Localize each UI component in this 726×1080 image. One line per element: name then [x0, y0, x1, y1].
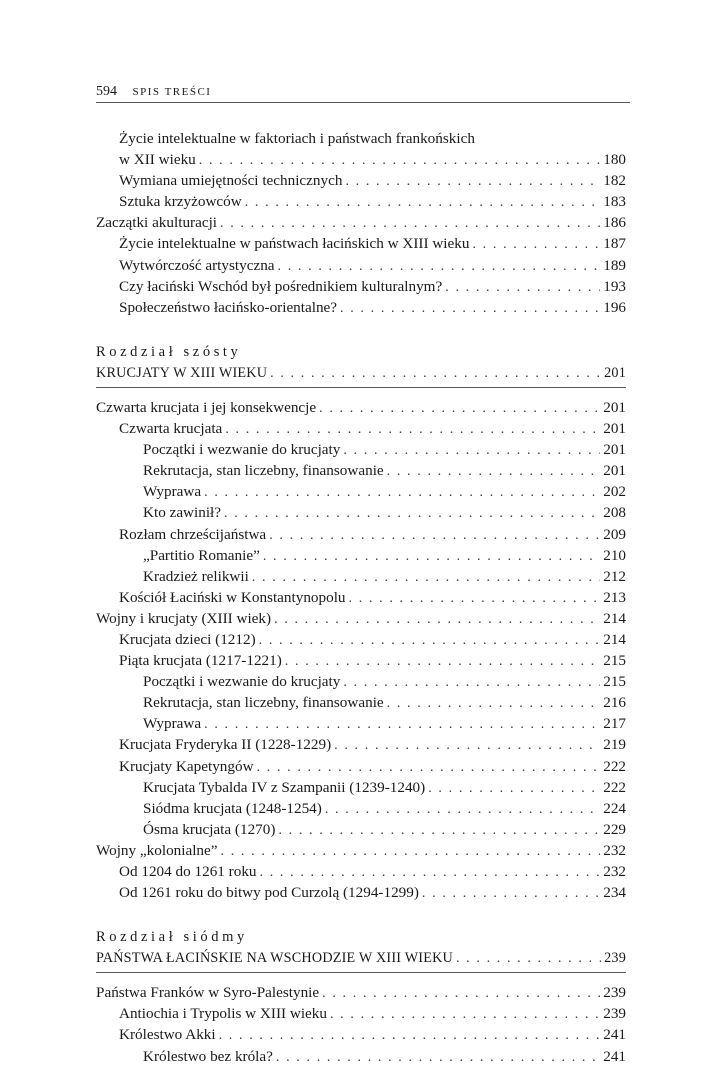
toc-entry — [96, 418, 626, 439]
toc-entry — [96, 629, 626, 650]
toc-entry-page: 183 — [603, 193, 626, 211]
toc-entry-title: Wojny i krucjaty (XIII wiek) — [96, 609, 272, 627]
toc-entry-page: 222 — [603, 778, 626, 796]
toc-entry-title: Siódma krucjata (1248-1254) — [143, 799, 322, 817]
toc-entry-title: Państwa Franków w Syro-Palestynie — [96, 984, 320, 1002]
toc-entry-title: Życie intelektualne w państwach łacińskich w XIII wieku — [119, 235, 470, 253]
leader-dots — [387, 461, 601, 481]
chapter-title: KRUCJATY W XIII WIEKU — [96, 364, 268, 381]
toc-entry-page: 182 — [603, 172, 626, 190]
leader-dots — [278, 820, 600, 840]
toc-entry-title: Wojny „kolonialne” — [96, 841, 218, 859]
toc-entry-page: 215 — [603, 673, 626, 691]
toc-entry — [96, 861, 626, 882]
leader-dots — [472, 234, 600, 254]
toc-entry-title: Antiochia i Trypolis w XIII wieku — [119, 1005, 327, 1023]
leader-dots — [330, 1004, 600, 1024]
page-number: 594 — [96, 84, 117, 99]
table-of-contents — [96, 128, 626, 1067]
leader-dots — [274, 609, 600, 629]
toc-entry-page: 186 — [603, 214, 626, 232]
toc-entry-page: 222 — [603, 757, 626, 775]
toc-entry — [96, 650, 626, 671]
toc-entry — [96, 212, 626, 233]
toc-entry — [96, 524, 626, 545]
leader-dots — [199, 150, 600, 170]
toc-entry — [96, 545, 626, 566]
leader-dots — [257, 757, 601, 777]
toc-entry — [96, 566, 626, 587]
chapter-label: Rozdział siódmy — [96, 929, 248, 946]
toc-entry-page: 232 — [603, 863, 626, 880]
toc-entry — [96, 170, 626, 191]
toc-entry — [96, 587, 626, 608]
toc-entry-page: 202 — [603, 483, 626, 501]
toc-entry — [96, 608, 626, 629]
leader-dots — [322, 983, 600, 1003]
toc-entry — [96, 276, 626, 297]
toc-entry-title: Początki i wezwanie do krucjaty — [143, 673, 341, 691]
toc-entry-page: 214 — [603, 630, 626, 648]
toc-entry-title: Czy łaciński Wschód był pośrednikiem kulturalnym? — [119, 277, 443, 295]
toc-entry-title: Królestwo bez króla? — [143, 1047, 273, 1065]
toc-entry-title: Społeczeństwo łacińsko-orientalne? — [119, 298, 338, 316]
toc-entry-page: 229 — [603, 820, 626, 838]
toc-entry-title: Sztuka krzyżowców — [119, 193, 242, 211]
leader-dots — [260, 862, 601, 882]
leader-dots — [428, 778, 600, 798]
toc-entry — [96, 460, 626, 481]
toc-entry-title: Kościół Łaciński w Konstantynopolu — [119, 588, 346, 606]
leader-dots — [204, 482, 600, 502]
toc-entry-page: 196 — [603, 298, 626, 316]
toc-entry-title: Od 1204 do 1261 roku — [119, 863, 257, 880]
toc-entry-page: 219 — [603, 736, 626, 754]
leader-dots — [219, 1025, 601, 1045]
leader-dots — [319, 398, 600, 418]
toc-entry-page: 187 — [603, 235, 626, 253]
toc-entry-title: Początki i wezwanie do krucjaty — [143, 441, 341, 459]
leader-dots — [225, 419, 600, 439]
running-header — [96, 84, 630, 103]
toc-entry — [96, 840, 626, 861]
toc-entry — [96, 671, 626, 692]
toc-entry — [96, 713, 626, 734]
running-title: SPIS TREŚCI — [132, 86, 212, 98]
leader-dots — [245, 192, 600, 212]
toc-entry — [96, 191, 626, 212]
toc-entry-page: 224 — [603, 799, 626, 817]
leader-dots — [221, 841, 601, 861]
toc-entry-page: 209 — [603, 525, 626, 543]
toc-entry — [96, 255, 626, 276]
toc-entry — [96, 777, 626, 798]
toc-entry-title: Wytwórczość artystyczna — [119, 256, 275, 274]
toc-entry-title: Wyprawa — [143, 483, 202, 501]
toc-entry-title: Kto zawinił? — [143, 504, 222, 522]
toc-entry-page: 214 — [603, 609, 626, 627]
leader-dots — [340, 298, 600, 318]
toc-entry — [96, 149, 626, 170]
toc-entry-page: 180 — [603, 151, 626, 169]
chapter-label: Rozdział szósty — [96, 343, 242, 360]
leader-dots — [325, 799, 600, 819]
toc-entry — [96, 756, 626, 777]
toc-entry-page: 216 — [603, 694, 626, 712]
chapter-page: 201 — [604, 364, 626, 381]
chapter-divider — [96, 972, 626, 973]
leader-dots — [278, 256, 601, 276]
leader-dots — [276, 1047, 600, 1067]
toc-entry-page: 201 — [603, 462, 626, 480]
toc-entry — [96, 297, 626, 318]
toc-entry-page: 232 — [603, 841, 626, 859]
toc-entry-title: Piąta krucjata (1217-1221) — [119, 652, 282, 670]
leader-dots — [349, 588, 601, 608]
toc-entry — [96, 481, 626, 502]
toc-entry-page: 189 — [603, 256, 626, 274]
toc-entry-title: Krucjata dzieci (1212) — [119, 630, 256, 648]
toc-entry — [96, 233, 626, 254]
toc-entry-page: 201 — [603, 398, 626, 416]
toc-entry — [96, 819, 626, 840]
toc-entry-title: Od 1261 roku do bitwy pod Curzolą (1294-1299) — [119, 884, 419, 902]
toc-entry-title: Krucjata Fryderyka II (1228-1229) — [119, 736, 332, 754]
leader-dots — [456, 948, 601, 969]
toc-entry — [96, 798, 626, 819]
toc-entry-title: Zaczątki akulturacji — [96, 214, 218, 232]
chapter-page: 239 — [604, 950, 626, 967]
toc-entry — [96, 1046, 626, 1067]
toc-entry-page: 234 — [603, 884, 626, 902]
toc-entry-title: Ósma krucjata (1270) — [143, 820, 276, 838]
leader-dots — [220, 213, 600, 233]
toc-entry-page: 212 — [603, 567, 626, 585]
leader-dots — [269, 525, 600, 545]
toc-entry-page: 213 — [603, 588, 626, 606]
toc-entry-title: Krucjata Tybalda IV z Szampanii (1239-1240) — [143, 778, 426, 796]
toc-entry — [96, 1003, 626, 1024]
leader-dots — [334, 735, 600, 755]
leader-dots — [345, 171, 600, 191]
leader-dots — [387, 693, 601, 713]
toc-entry-page: 239 — [603, 984, 626, 1002]
toc-entry-title: Rekrutacja, stan liczebny, finansowanie — [143, 694, 384, 712]
toc-entry-page: 217 — [603, 715, 626, 733]
toc-entry-title: „Partitio Romanie” — [143, 546, 260, 564]
toc-entry-page: 215 — [603, 652, 626, 670]
toc-entry-page: 193 — [603, 277, 626, 295]
toc-entry — [96, 439, 626, 460]
toc-entry-title: Wymiana umiejętności technicznych — [119, 172, 343, 190]
chapter-title: PAŃSTWA ŁACIŃSKIE NA WSCHODZIE W XIII WIEKU — [96, 950, 453, 967]
leader-dots — [270, 363, 601, 384]
toc-entry-page: 208 — [603, 504, 626, 522]
toc-entry — [96, 502, 626, 523]
toc-entry — [96, 397, 626, 418]
toc-entry — [96, 1024, 626, 1045]
toc-entry-title: Królestwo Akki — [119, 1026, 216, 1044]
leader-dots — [263, 546, 600, 566]
leader-dots — [343, 672, 600, 692]
leader-dots — [422, 883, 600, 903]
toc-entry-title: Rekrutacja, stan liczebny, finansowanie — [143, 462, 384, 480]
toc-entry-title: Życie intelektualne w faktoriach i państwach frankońskich — [119, 130, 475, 147]
toc-entry-page: 210 — [603, 546, 626, 564]
toc-entry-title: Wyprawa — [143, 715, 202, 733]
leader-dots — [445, 277, 600, 297]
toc-entry — [96, 734, 626, 755]
leader-dots — [259, 630, 601, 650]
toc-entry — [96, 882, 626, 903]
leader-dots — [285, 651, 600, 671]
toc-entry-title: w XII wieku — [119, 151, 196, 169]
toc-entry-title: Kradzież relikwii — [143, 567, 249, 585]
leader-dots — [224, 503, 600, 523]
chapter-title-entry — [96, 948, 626, 969]
toc-entry-title: Rozłam chrześcijaństwa — [119, 525, 267, 543]
toc-entry — [96, 692, 626, 713]
chapter-title-entry — [96, 363, 626, 384]
toc-entry-page: 241 — [603, 1026, 626, 1044]
toc-entry-page: 239 — [603, 1005, 626, 1023]
leader-dots — [252, 567, 600, 587]
toc-entry-page: 201 — [603, 441, 626, 459]
toc-entry-title: Czwarta krucjata — [119, 420, 223, 438]
toc-entry-page: 201 — [603, 420, 626, 438]
chapter-divider — [96, 387, 626, 388]
toc-entry-title: Czwarta krucjata i jej konsekwencje — [96, 398, 317, 416]
leader-dots — [343, 440, 600, 460]
toc-entry — [96, 982, 626, 1003]
toc-entry-page: 241 — [603, 1047, 626, 1065]
leader-dots — [204, 714, 600, 734]
toc-entry-title: Krucjaty Kapetyngów — [119, 757, 254, 775]
